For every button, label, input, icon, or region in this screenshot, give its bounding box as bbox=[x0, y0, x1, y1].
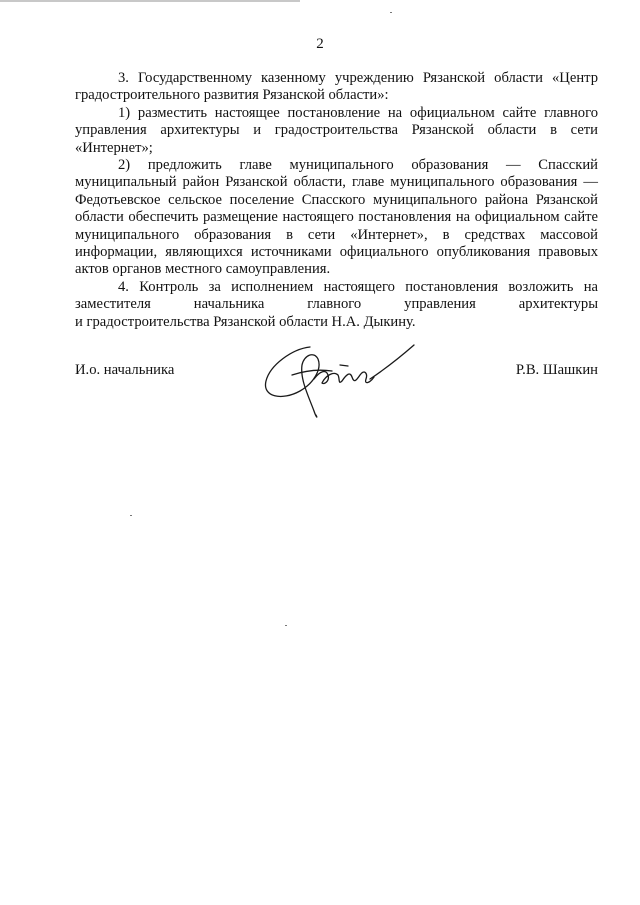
scan-speck bbox=[390, 12, 392, 13]
page-number: 2 bbox=[316, 36, 324, 52]
paragraph-4 bbox=[75, 279, 598, 314]
handwritten-signature bbox=[252, 335, 432, 425]
scan-speck bbox=[285, 625, 287, 626]
paragraph-3: 3. Государственному казенному учреждению Рязанской области «Центр градостроительного развития Рязанской области»: bbox=[75, 70, 598, 104]
signatory-name: Р.В. Шашкин bbox=[515, 362, 598, 378]
paragraph-3-item-2: 2) предложить главе муниципального образования — Спасский муниципальный район Рязанской области, главе муниципального образования — Федотьевское сельское поселение Спасского муниципального района Рязанской области обеспечить размещение настоящего постановления на официальном сайте муниципального образования в сети «Интернет», в средствах массовой информации, являющихся источниками официального опубликования правовых актов органов местного самоуправления. bbox=[75, 157, 598, 278]
paragraph-4-part1: 4. Контроль за исполнением настоящего постановления возложить на заместителя начальника главного управления архитектуры bbox=[75, 278, 598, 313]
top-border-line bbox=[0, 0, 300, 2]
signatory-title: И.о. начальника bbox=[75, 362, 175, 378]
body-text bbox=[75, 70, 598, 331]
scan-speck bbox=[130, 515, 132, 516]
paragraph-3-item-1: 1) разместить настоящее постановление на официальном сайте главного управления архитектуры и градостроительства Рязанской области в сети «Интернет»; bbox=[75, 104, 598, 156]
paragraph-4-continuation: и градостроительства Рязанской области Н.А. Дыкину. bbox=[75, 313, 416, 330]
